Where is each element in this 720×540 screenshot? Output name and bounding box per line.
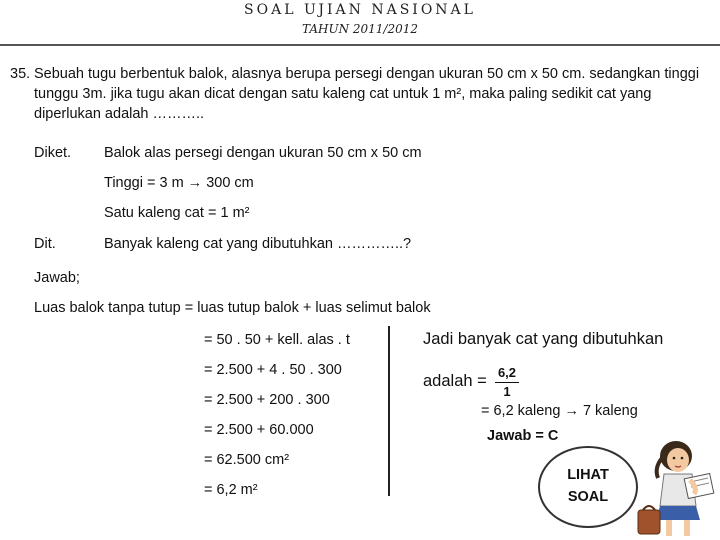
view-question-bubble[interactable] — [538, 446, 638, 528]
kid-leg-left — [666, 520, 672, 536]
exam-title: SOAL UJIAN NASIONAL — [244, 2, 476, 18]
known-line-2: Tinggi = 3 m → 300 cm — [104, 175, 254, 191]
step-4: = 2.500 + 60.000 — [204, 422, 314, 438]
conclusion-line-3: = 6,2 kaleng → 7 kaleng — [481, 403, 638, 419]
fraction-bar — [495, 382, 519, 383]
known-label: Diket. — [34, 145, 72, 161]
exam-year: TAHUN 2011/2012 — [301, 22, 419, 36]
step-5: = 62.500 cm² — [204, 452, 290, 468]
conclusion-fraction — [495, 366, 519, 399]
step-3: = 2.500 + 200 . 300 — [204, 392, 330, 408]
header-divider — [0, 44, 720, 46]
fraction-denominator: 1 — [503, 384, 511, 399]
step-1: = 50 . 50 + kell. alas . t — [204, 332, 350, 348]
kid-skirt — [656, 506, 700, 520]
bubble-line-1: LIHAT — [567, 467, 609, 483]
question-block — [10, 64, 710, 124]
asked-label: Dit. — [34, 236, 56, 252]
conclusion-prefix: adalah = — [423, 372, 487, 390]
final-answer: Jawab = C — [487, 428, 559, 444]
known-line-1: Balok alas persegi dengan ukuran 50 cm x 50 cm — [104, 145, 422, 161]
slide-header — [0, 0, 720, 44]
kid-face — [667, 448, 689, 472]
kid-leg-right — [684, 520, 690, 536]
step-2: = 2.500 + 4 . 50 . 300 — [204, 362, 342, 378]
question-number: 35. — [10, 66, 31, 82]
conclusion-line-1: Jadi banyak cat yang dibutuhkan — [423, 330, 664, 348]
fraction-numerator: 6,2 — [497, 365, 517, 380]
step-6: = 6,2 m² — [204, 482, 258, 498]
bubble-line-2: SOAL — [567, 489, 609, 505]
known-line-3: Satu kaleng cat = 1 m² — [104, 205, 250, 221]
kid-bag — [638, 510, 660, 534]
student-reading-icon — [636, 436, 720, 540]
asked-text: Banyak kaleng cat yang dibutuhkan …………..? — [104, 236, 412, 252]
question-text: Sebuah tugu berbentuk balok, alasnya berupa persegi dengan ukuran 50 cm x 50 cm. sedangkan tinggi tunggu 3m. jika tugu akan dicat dengan satu kaleng cat untuk 1 m², maka paling sedikit cat yang diperlukan adalah ……….. — [34, 66, 700, 122]
answer-label: Jawab; — [34, 270, 80, 286]
area-formula: Luas balok tanpa tutup = luas tutup balok + luas selimut balok — [34, 300, 431, 316]
column-divider — [388, 326, 390, 496]
